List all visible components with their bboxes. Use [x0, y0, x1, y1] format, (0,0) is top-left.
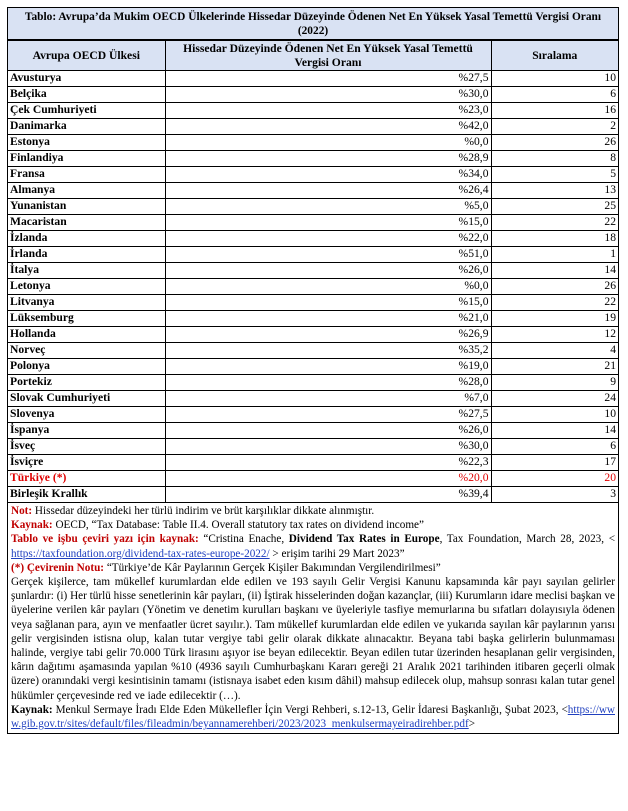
rank-cell: 14	[491, 263, 618, 279]
rate-cell: %15,0	[165, 295, 491, 311]
rank-cell: 8	[491, 151, 618, 167]
rank-cell: 19	[491, 311, 618, 327]
table-row	[8, 263, 618, 279]
country-cell: Letonya	[8, 279, 165, 295]
country-cell: Slovak Cumhuriyeti	[8, 391, 165, 407]
country-cell: Avusturya	[8, 71, 165, 87]
table-row	[8, 407, 618, 423]
table-row	[8, 295, 618, 311]
gib-source	[11, 703, 615, 731]
table-header-row	[8, 41, 618, 71]
rate-cell: %23,0	[165, 103, 491, 119]
source-line	[11, 518, 615, 532]
table-row	[8, 183, 618, 199]
rank-cell: 13	[491, 183, 618, 199]
dividend-tax-table	[8, 40, 618, 503]
note-label: Not:	[11, 505, 33, 517]
translation-source-title: Dividend Tax Rates in Europe	[288, 533, 440, 546]
table-row	[8, 423, 618, 439]
table-row	[8, 391, 618, 407]
country-cell: Belçika	[8, 87, 165, 103]
gib-source-label: Kaynak:	[11, 703, 53, 716]
table-row	[8, 359, 618, 375]
table-row	[8, 455, 618, 471]
table-row	[8, 327, 618, 343]
rank-cell: 10	[491, 71, 618, 87]
table-title: Tablo: Avrupa’da Mukim OECD Ülkelerinde Hissedar Düzeyinde Ödenen Net En Yüksek Yasal Temettü Vergisi Oranı (2022)	[8, 8, 618, 40]
table-row	[8, 279, 618, 295]
country-cell: İtalya	[8, 263, 165, 279]
rank-cell: 25	[491, 199, 618, 215]
country-cell: Danimarka	[8, 119, 165, 135]
rate-cell: %26,0	[165, 263, 491, 279]
header-rate: Hissedar Düzeyinde Ödenen Net En Yüksek Yasal Temettü Vergisi Oranı	[165, 41, 491, 71]
rank-cell: 12	[491, 327, 618, 343]
note-text: Hissedar düzeyindeki her türlü indirim ve brüt karşılıklar dikkate alınmıştır.	[32, 505, 375, 517]
rank-cell: 26	[491, 135, 618, 151]
gib-link[interactable]: https://www.gib.gov.tr/sites/default/files/fileadmin/beyannamerehberi/2023/2023_menkulsermayeiradirehber.pdf	[11, 703, 615, 731]
rank-cell: 4	[491, 343, 618, 359]
table-row	[8, 87, 618, 103]
rank-cell: 17	[491, 455, 618, 471]
country-cell: Yunanistan	[8, 199, 165, 215]
translation-source-end: > erişim tarihi 29 Mart 2023”	[269, 547, 405, 560]
table-row	[8, 375, 618, 391]
country-cell: İzlanda	[8, 231, 165, 247]
rate-cell: %42,0	[165, 119, 491, 135]
table-body	[8, 71, 618, 503]
country-cell: İrlanda	[8, 247, 165, 263]
table-row	[8, 151, 618, 167]
rate-cell: %35,2	[165, 343, 491, 359]
rank-cell: 1	[491, 247, 618, 263]
rate-cell: %0,0	[165, 279, 491, 295]
gib-source-end: >	[468, 718, 476, 731]
table-row	[8, 439, 618, 455]
country-cell: Fransa	[8, 167, 165, 183]
country-cell: Macaristan	[8, 215, 165, 231]
dividend-tax-table-box	[7, 7, 619, 734]
country-cell: İsveç	[8, 439, 165, 455]
translation-source-label: Tablo ve işbu çeviri yazı için kaynak:	[11, 533, 199, 546]
country-cell: İsviçre	[8, 455, 165, 471]
rate-cell: %0,0	[165, 135, 491, 151]
source-label: Kaynak:	[11, 519, 53, 532]
translator-note-title: “Türkiye’de Kâr Paylarının Gerçek Kişiler Bakımından Vergilendirilmesi”	[104, 561, 441, 574]
country-cell: Polonya	[8, 359, 165, 375]
translation-source	[11, 532, 615, 560]
rank-cell: 14	[491, 423, 618, 439]
translator-note-heading	[11, 561, 615, 575]
country-cell: İspanya	[8, 423, 165, 439]
rate-cell: %51,0	[165, 247, 491, 263]
country-cell: Norveç	[8, 343, 165, 359]
rate-cell: %26,9	[165, 327, 491, 343]
country-cell: Hollanda	[8, 327, 165, 343]
table-row	[8, 471, 618, 487]
rate-cell: %26,4	[165, 183, 491, 199]
rank-cell: 18	[491, 231, 618, 247]
country-cell: Litvanya	[8, 295, 165, 311]
country-cell: Slovenya	[8, 407, 165, 423]
rate-cell: %39,4	[165, 487, 491, 503]
translation-source-post: , Tax Foundation, March 28, 2023, <	[439, 533, 616, 546]
rank-cell: 9	[491, 375, 618, 391]
rank-cell: 20	[491, 471, 618, 487]
country-cell: Portekiz	[8, 375, 165, 391]
table-row	[8, 167, 618, 183]
rank-cell: 24	[491, 391, 618, 407]
table-row	[8, 103, 618, 119]
rank-cell: 16	[491, 103, 618, 119]
rank-cell: 26	[491, 279, 618, 295]
table-row	[8, 487, 618, 503]
country-cell: Lüksemburg	[8, 311, 165, 327]
rate-cell: %26,0	[165, 423, 491, 439]
rank-cell: 6	[491, 87, 618, 103]
rate-cell: %27,5	[165, 407, 491, 423]
translator-note-body: Gerçek kişilerce, tam mükellef kurumlardan elde edilen ve 193 sayılı Gelir Vergisi Kanunu kapsamında kâr payı sayılan gelirler şunlardır: (i) Her türlü hisse senetlerinin kâr payları, (ii) İştirak hisselerinden doğan kazançlar, (iii) Kurumların idare meclisi başkan ve üyelerine verilen kâr payları (Yönetim ve denetim kurulları başkanı ve üyeleriyle tasfiye memurlarına bu sıfatları dolayısıyla ödenen veya sağlanan para, ayın ve menfaatler ücret sayılır.). Tam mükellef kurumlardan elde edilen ve yukarıda sayılan kâr paylarının yarısı gelir vergisinden istisna olup, kalan tutar vergiye tabi gelir olarak dikkate alınacaktır. Beyana tabi başka gelirlerin bulunmaması halinde, vergiye tabi gelir 70.000 Türk lirasını aşıyor ise beyan edilecektir. Beyan edilen tutar üzerinden hesaplanan gelir vergisinden, kârın dağıtımı aşamasında yapılan %10 (4936 sayılı Cumhurbaşkanı Kararı gereği 21 Aralık 2021 tarihinden itibaren geçerli olmak üzere) oranındaki vergi kesintisinin tamamı (istisnaya isabet eden kısım dâhil) mahsup edilecek olup, mahsup sonrası kalan tutar genel hükümler çerçevesinde red ve iade edilecektir (…).	[11, 576, 615, 702]
table-row	[8, 343, 618, 359]
header-rank: Sıralama	[491, 41, 618, 71]
table-row	[8, 135, 618, 151]
country-cell: Türkiye (*)	[8, 471, 165, 487]
notes-section	[8, 503, 618, 733]
rate-cell: %28,9	[165, 151, 491, 167]
rate-cell: %15,0	[165, 215, 491, 231]
rate-cell: %30,0	[165, 87, 491, 103]
rate-cell: %27,5	[165, 71, 491, 87]
rank-cell: 21	[491, 359, 618, 375]
table-row	[8, 215, 618, 231]
source-text: OECD, “Tax Database: Table II.4. Overall statutory tax rates on dividend income”	[52, 519, 424, 532]
rate-cell: %19,0	[165, 359, 491, 375]
rate-cell: %7,0	[165, 391, 491, 407]
rate-cell: %21,0	[165, 311, 491, 327]
rate-cell: %34,0	[165, 167, 491, 183]
rate-cell: %22,3	[165, 455, 491, 471]
country-cell: Birleşik Krallık	[8, 487, 165, 503]
country-cell: Çek Cumhuriyeti	[8, 103, 165, 119]
table-row	[8, 231, 618, 247]
rank-cell: 22	[491, 215, 618, 231]
header-country: Avrupa OECD Ülkesi	[8, 41, 165, 71]
rate-cell: %20,0	[165, 471, 491, 487]
gib-source-text: Menkul Sermaye İradı Elde Eden Mükellefler İçin Vergi Rehberi, s.12-13, Gelir İdaresi Başkanlığı, Şubat 2023, <	[52, 703, 568, 716]
translator-note-label: (*) Çevirenin Notu:	[11, 561, 105, 574]
country-cell: Finlandiya	[8, 151, 165, 167]
table-row	[8, 71, 618, 87]
rate-cell: %30,0	[165, 439, 491, 455]
country-cell: Almanya	[8, 183, 165, 199]
table-row	[8, 199, 618, 215]
rank-cell: 6	[491, 439, 618, 455]
rate-cell: %28,0	[165, 375, 491, 391]
rate-cell: %5,0	[165, 199, 491, 215]
translation-source-pre: “Cristina Enache,	[198, 533, 289, 546]
rank-cell: 22	[491, 295, 618, 311]
note-line	[11, 504, 615, 518]
rank-cell: 3	[491, 487, 618, 503]
table-row	[8, 247, 618, 263]
table-row	[8, 311, 618, 327]
rate-cell: %22,0	[165, 231, 491, 247]
rank-cell: 5	[491, 167, 618, 183]
table-row	[8, 119, 618, 135]
country-cell: Estonya	[8, 135, 165, 151]
rank-cell: 10	[491, 407, 618, 423]
rank-cell: 2	[491, 119, 618, 135]
taxfoundation-link[interactable]: https://taxfoundation.org/dividend-tax-rates-europe-2022/	[11, 547, 270, 560]
